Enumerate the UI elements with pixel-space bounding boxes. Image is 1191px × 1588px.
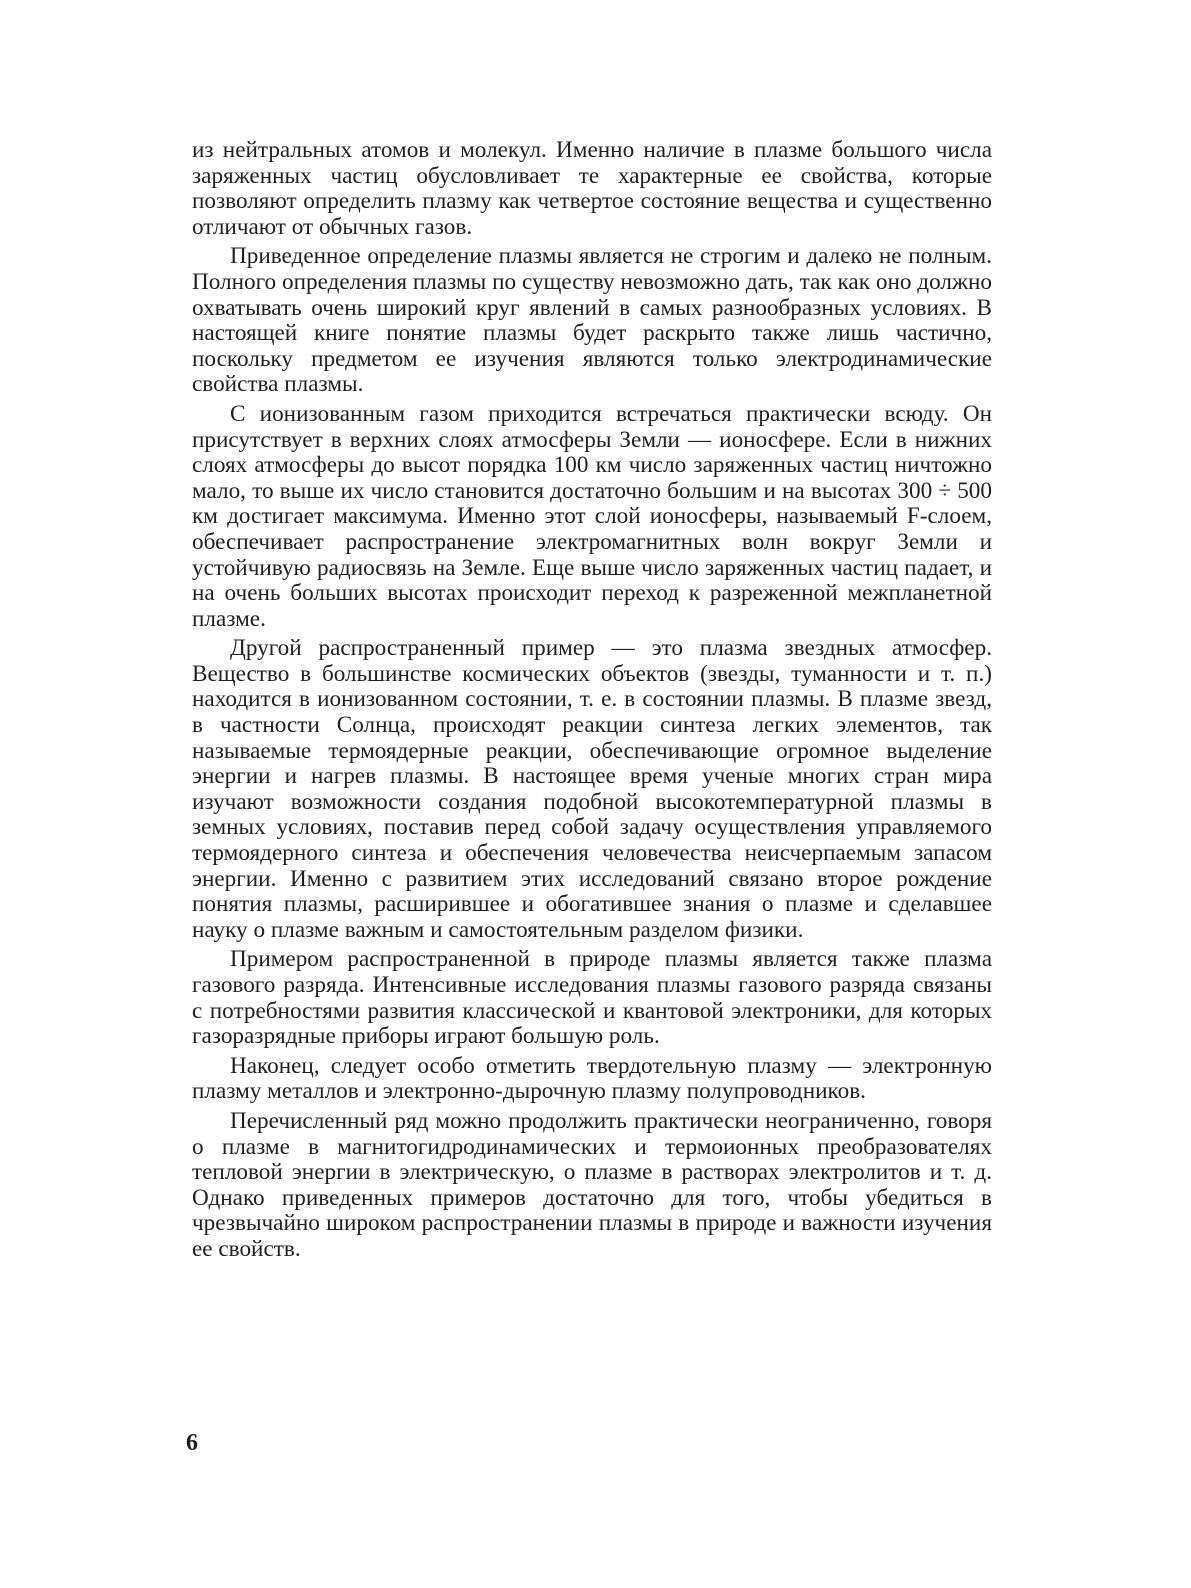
body-text: [192, 138, 992, 1267]
paragraph-solid-state: Наконец, следует особо отметить твердотельную плазму — электронную плазму металлов и электронно-дырочную плазму полупроводников.: [192, 1052, 992, 1105]
paragraph-conclusion: Перечисленный ряд можно продолжить практически неограниченно, говоря о плазме в магнитогидродинамических и термоионных преобразователях тепловой энергии в электрическую, о плазме в растворах электролитов и т. д. Однако приведенных примеров достаточно для того, чтобы убедиться в чрезвычайно широком распространении плазмы в природе и важности изучения ее свойств.: [192, 1107, 992, 1262]
paragraph-gas-discharge: Примером распространенной в природе плазмы является также плазма газового разряда. Интенсивные исследования плазмы газового разряда связаны с потребностями развития классической и квантовой электроники, для которых газоразрядные приборы играют большую роль.: [192, 946, 992, 1050]
paragraph-continuation: из нейтральных атомов и молекул. Именно наличие в плазме большого числа заряженных частиц обусловливает те характерные ее свойства, которые позволяют определить плазму как четвертое состояние вещества и существенно отличают от обычных газов.: [192, 137, 992, 240]
paragraph-definition: Приведенное определение плазмы является не строгим и далеко не полным. Полного определения плазмы по существу невозможно дать, так как оно должно охватывать очень широкий круг явлений в самых разнообразных условиях. В настоящей книге понятие плазмы будет раскрыто также лишь частично, поскольку предметом ее изучения являются только электродинамические свойства плазмы.: [192, 243, 992, 398]
paragraph-ionosphere: С ионизованным газом приходится встречаться практически всюду. Он присутствует в верхних слоях атмосферы Земли — ионосфере. Если в нижних слоях атмосферы до высот порядка 100 км число заряженных частиц ничтожно мало, то выше их число становится достаточно большим и на высотах 300 ÷ 500 км достигает максимума. Именно этот слой ионосферы, называемый F-слоем, обеспечивает распространение электромагнитных волн вокруг Земли и устойчивую радиосвязь на Земле. Еще выше число заряженных частиц падает, и на очень больших высотах происходит переход к разреженной межпланетной плазме.: [192, 400, 992, 632]
paragraph-stellar-plasma: Другой распространенный пример — это плазма звездных атмосфер. Вещество в большинстве космических объектов (звезды, туманности и т. п.) находится в ионизованном состоянии, т. е. в состоянии плазмы. В плазме звезд, в частности Солнца, происходят реакции синтеза легких элементов, так называемые термоядерные реакции, обеспечивающие огромное выделение энергии и нагрев плазмы. В настоящее время ученые многих стран мира изучают возможности создания подобной высокотемпературной плазмы в земных условиях, поставив перед собой задачу осуществления управляемого термоядерного синтеза и обеспечения человечества неисчерпаемым запасом энергии. Именно с развитием этих исследований связано второе рождение понятия плазмы, расширившее и обогатившее знания о плазме и сделавшее науку о плазме важным и самостоятельным разделом физики.: [192, 635, 992, 943]
page-number: 6: [186, 1430, 198, 1456]
